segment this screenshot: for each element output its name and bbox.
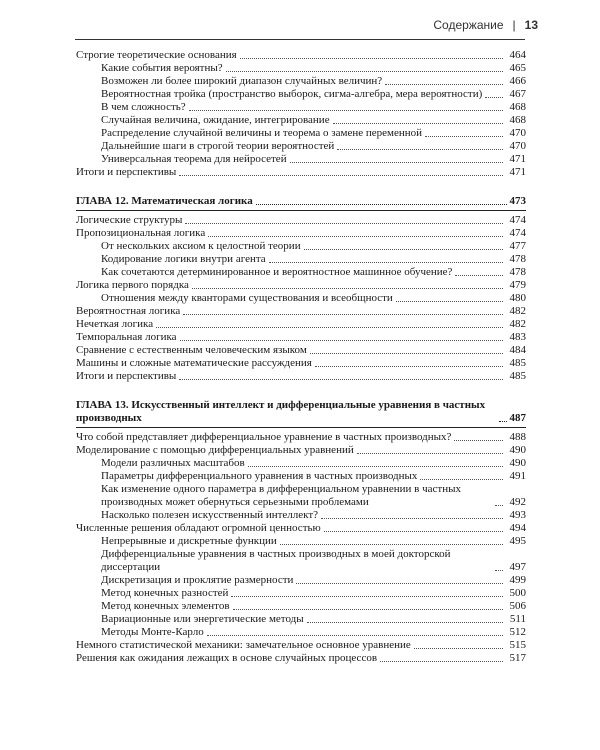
dot-leader xyxy=(256,204,507,205)
toc-entry[interactable] xyxy=(76,509,526,522)
toc-entry[interactable] xyxy=(76,331,526,344)
toc-entry-title: Метод конечных разностей xyxy=(101,587,229,599)
toc-entry-page: 482 xyxy=(509,305,526,317)
toc-entry-title: Вероятностная тройка (пространство выборок, сигма-алгебра, мера вероятности) xyxy=(101,88,483,100)
toc-entry-title: Итоги и перспективы xyxy=(76,370,177,382)
dot-leader xyxy=(290,162,503,163)
dot-leader xyxy=(495,570,503,571)
dot-leader xyxy=(495,505,503,506)
toc-entry-title: Что собой представляет дифференциальное уравнение в частных производных? xyxy=(76,431,452,443)
toc-entry-page: 470 xyxy=(509,127,526,139)
toc-entry[interactable] xyxy=(76,127,526,140)
toc-entry-title: Машины и сложные математические рассуждения xyxy=(76,357,312,369)
dot-leader xyxy=(296,583,503,584)
chapter-page: 473 xyxy=(509,195,526,207)
toc-entry-title: Нечеткая логика xyxy=(76,318,154,330)
toc-entry-title: Универсальная теорема для нейросетей xyxy=(101,153,287,165)
toc-entry[interactable] xyxy=(76,292,526,305)
running-header xyxy=(433,18,538,32)
dot-leader xyxy=(189,110,503,111)
toc-entry-page: 512 xyxy=(509,626,526,638)
dot-leader xyxy=(180,340,503,341)
toc-entry-page: 468 xyxy=(509,101,526,113)
toc-entry[interactable] xyxy=(76,214,526,227)
dot-leader xyxy=(485,97,503,98)
toc-entry-title: Логические структуры xyxy=(76,214,183,226)
toc-entry-page: 478 xyxy=(509,253,526,265)
toc-entry-page: 482 xyxy=(509,318,526,330)
dot-leader xyxy=(248,466,503,467)
toc-entry-page: 478 xyxy=(509,266,526,278)
toc-entry[interactable] xyxy=(76,370,526,383)
toc-entry-title: Итоги и перспективы xyxy=(76,166,177,178)
chapter-heading[interactable] xyxy=(76,399,526,428)
toc-entry-title: Кодирование логики внутри агента xyxy=(101,253,266,265)
dot-leader xyxy=(231,596,503,597)
toc-entry[interactable] xyxy=(76,357,526,370)
dot-leader xyxy=(425,136,503,137)
dot-leader xyxy=(280,544,503,545)
toc-entry-title: Какие события вероятны? xyxy=(101,62,223,74)
toc-entry-title: Решения как ожидания лежащих в основе случайных процессов xyxy=(76,652,378,664)
chapter-page: 487 xyxy=(509,412,526,424)
toc-entry[interactable] xyxy=(76,574,526,587)
toc-entry-page: 467 xyxy=(509,88,526,100)
toc-entry-title: Случайная величина, ожидание, интегрирование xyxy=(101,114,330,126)
toc-entry[interactable] xyxy=(76,457,526,470)
toc-entry-page: 497 xyxy=(509,561,526,573)
toc-entry-page: 485 xyxy=(509,357,526,369)
toc-entry[interactable] xyxy=(76,101,526,114)
toc-entry[interactable] xyxy=(76,318,526,331)
toc-entry[interactable] xyxy=(76,49,526,62)
toc-entry-title: Возможен ли более широкий диапазон случайных величин? xyxy=(101,75,383,87)
toc-entry[interactable] xyxy=(76,153,526,166)
toc-entry-page: 484 xyxy=(509,344,526,356)
dot-leader xyxy=(240,58,503,59)
toc-entry-page: 515 xyxy=(509,639,526,651)
toc-entry[interactable] xyxy=(76,470,526,483)
toc-entry-page: 517 xyxy=(509,652,526,664)
dot-leader xyxy=(183,314,503,315)
toc-entry[interactable] xyxy=(76,639,526,652)
toc-entry[interactable] xyxy=(76,140,526,153)
toc-entry-title: Дифференциальные уравнения в частных производных в моей докторской диссертации xyxy=(101,548,451,573)
toc-entry[interactable] xyxy=(76,652,526,665)
chapter-heading[interactable] xyxy=(76,195,526,211)
toc-entry[interactable] xyxy=(76,444,526,457)
dot-leader xyxy=(233,609,503,610)
toc-entry[interactable] xyxy=(76,279,526,292)
chapter-title: ГЛАВА 13. Искусственный интеллект и дифференциальные уравнения в частных производных xyxy=(76,399,486,424)
toc-entry-page: 477 xyxy=(509,240,526,252)
toc-entry-title: Дискретизация и проклятие размерности xyxy=(101,574,294,586)
dot-leader xyxy=(304,249,503,250)
toc-entry[interactable] xyxy=(76,88,526,101)
section-gap xyxy=(76,383,526,399)
toc-entry-page: 500 xyxy=(509,587,526,599)
toc-entry-title: Как сочетаются детерминированное и вероятностное машинное обучение? xyxy=(101,266,453,278)
toc-entry[interactable] xyxy=(76,227,526,240)
dot-leader xyxy=(226,71,503,72)
toc-entry[interactable] xyxy=(76,587,526,600)
dot-leader xyxy=(179,379,503,380)
toc-entry-page: 506 xyxy=(509,600,526,612)
dot-leader xyxy=(499,421,507,422)
dot-leader xyxy=(315,366,503,367)
toc-entry-page: 499 xyxy=(509,574,526,586)
header-rule xyxy=(75,39,525,40)
toc-entry-title: Вероятностная логика xyxy=(76,305,181,317)
toc-entry-title: От нескольких аксиом к целостной теории xyxy=(101,240,301,252)
dot-leader xyxy=(414,648,503,649)
toc-entry-page: 493 xyxy=(509,509,526,521)
dot-leader xyxy=(269,262,503,263)
section-gap xyxy=(76,179,526,195)
toc-entry[interactable] xyxy=(76,114,526,127)
toc-entry-title: Модели различных масштабов xyxy=(101,457,245,469)
header-separator: | xyxy=(512,18,516,32)
dot-leader xyxy=(179,175,503,176)
toc-entry-title: Пропозициональная логика xyxy=(76,227,206,239)
toc-entry[interactable] xyxy=(76,522,526,535)
toc-entry-title: Отношения между кванторами существования и всеобщности xyxy=(101,292,393,304)
toc-entry-title: В чем сложность? xyxy=(101,101,186,113)
toc-entry-title: Насколько полезен искусственный интеллект? xyxy=(101,509,319,521)
toc-entry-page: 464 xyxy=(509,49,526,61)
toc-entry-page: 466 xyxy=(509,75,526,87)
toc-entry[interactable] xyxy=(76,613,526,626)
toc-entry[interactable] xyxy=(76,626,526,639)
dot-leader xyxy=(324,531,503,532)
toc-entry-title: Непрерывные и дискретные функции xyxy=(101,535,277,547)
dot-leader xyxy=(207,635,503,636)
running-header-title: Содержание xyxy=(433,18,504,32)
dot-leader xyxy=(156,327,503,328)
toc-entry-page: 485 xyxy=(509,370,526,382)
dot-leader xyxy=(380,661,503,662)
toc-entry[interactable] xyxy=(76,344,526,357)
toc-entry-title: Распределение случайной величины и теорема о замене переменной xyxy=(101,127,423,139)
dot-leader xyxy=(454,440,503,441)
dot-leader xyxy=(208,236,503,237)
toc-entry[interactable] xyxy=(76,305,526,318)
table-of-contents xyxy=(76,49,526,665)
dot-leader xyxy=(321,518,503,519)
toc-entry-title: Темпоральная логика xyxy=(76,331,177,343)
toc-entry-title: Численные решения обладают огромной ценностью xyxy=(76,522,321,534)
toc-entry-page: 479 xyxy=(509,279,526,291)
toc-entry[interactable] xyxy=(76,535,526,548)
dot-leader xyxy=(185,223,503,224)
toc-entry-page: 494 xyxy=(509,522,526,534)
toc-entry-title: Метод конечных элементов xyxy=(101,600,230,612)
toc-entry-page: 480 xyxy=(509,292,526,304)
dot-leader xyxy=(455,275,503,276)
toc-entry-title: Логика первого порядка xyxy=(76,279,189,291)
toc-entry-title: Немного статистической механики: замечательное основное уравнение xyxy=(76,639,411,651)
dot-leader xyxy=(396,301,503,302)
toc-entry-page: 465 xyxy=(509,62,526,74)
toc-entry[interactable] xyxy=(76,240,526,253)
chapter-title: ГЛАВА 12. Математическая логика xyxy=(76,195,253,207)
toc-entry-title: Сравнение с естественным человеческим языком xyxy=(76,344,307,356)
page-number: 13 xyxy=(524,18,538,32)
toc-entry[interactable] xyxy=(76,483,526,509)
toc-entry-title: Как изменение одного параметра в дифференциальном уравнении в частных производных может обернуться серьезными проблемами xyxy=(101,483,461,508)
toc-entry-page: 468 xyxy=(509,114,526,126)
toc-entry[interactable] xyxy=(76,62,526,75)
toc-entry-title: Методы Монте-Карло xyxy=(101,626,204,638)
toc-entry-page: 490 xyxy=(509,457,526,469)
toc-entry-page: 471 xyxy=(509,153,526,165)
toc-entry[interactable] xyxy=(76,75,526,88)
toc-entry-title: Вариационные или энергетические методы xyxy=(101,613,304,625)
toc-entry-page: 470 xyxy=(509,140,526,152)
dot-leader xyxy=(420,479,503,480)
dot-leader xyxy=(385,84,503,85)
dot-leader xyxy=(307,622,503,623)
toc-entry[interactable] xyxy=(76,266,526,279)
toc-entry[interactable] xyxy=(76,600,526,613)
toc-entry-page: 488 xyxy=(509,431,526,443)
toc-entry[interactable] xyxy=(76,431,526,444)
dot-leader xyxy=(310,353,503,354)
toc-entry[interactable] xyxy=(76,548,526,574)
toc-entry-page: 483 xyxy=(509,331,526,343)
toc-entry[interactable] xyxy=(76,166,526,179)
toc-entry-title: Строгие теоретические основания xyxy=(76,49,237,61)
toc-entry-page: 490 xyxy=(509,444,526,456)
toc-entry-title: Дальнейшие шаги в строгой теории вероятностей xyxy=(101,140,335,152)
toc-entry-page: 471 xyxy=(509,166,526,178)
toc-entry-page: 491 xyxy=(509,470,526,482)
toc-entry-title: Моделирование с помощью дифференциальных уравнений xyxy=(76,444,354,456)
dot-leader xyxy=(337,149,503,150)
dot-leader xyxy=(192,288,503,289)
toc-entry-page: 474 xyxy=(509,227,526,239)
toc-entry-title: Параметры дифференциального уравнения в частных производных xyxy=(101,470,418,482)
toc-entry-page: 495 xyxy=(509,535,526,547)
toc-entry[interactable] xyxy=(76,253,526,266)
toc-entry-page: 474 xyxy=(509,214,526,226)
dot-leader xyxy=(357,453,503,454)
toc-entry-page: 492 xyxy=(509,496,526,508)
dot-leader xyxy=(333,123,503,124)
toc-entry-page: 511 xyxy=(509,613,526,625)
